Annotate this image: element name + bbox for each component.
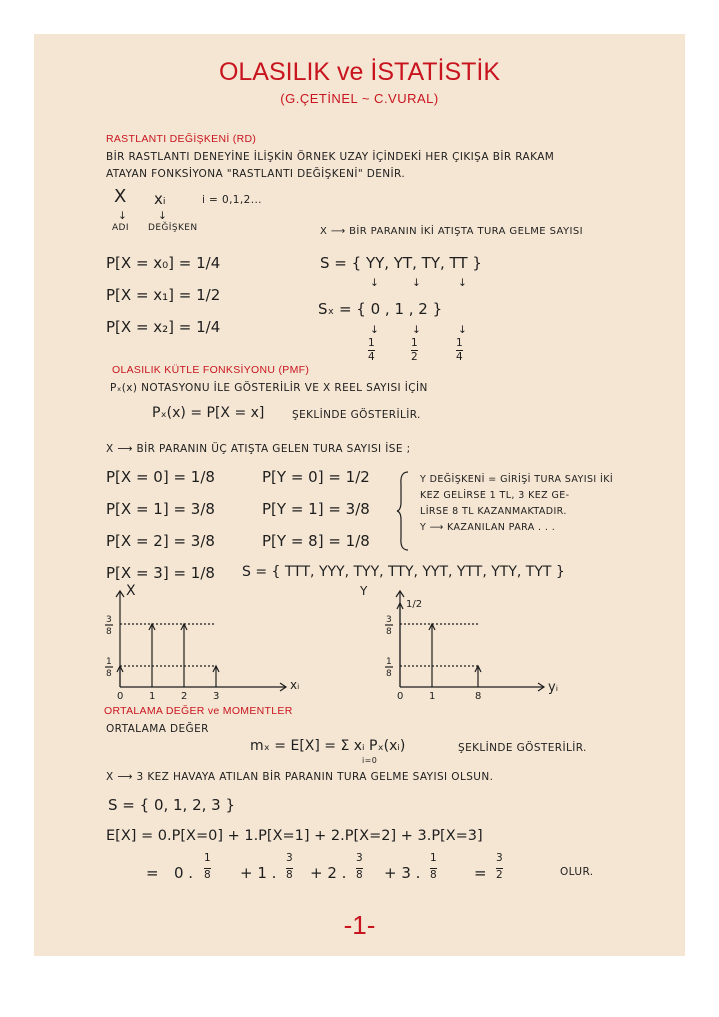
term-numerator: 1 <box>204 852 212 864</box>
arrow-down-icon: ↓ <box>158 210 168 222</box>
sample-space-3: S = { TTT, YYY, TYY, TTY, YYT, YTT, YTY, TYT } <box>242 564 565 580</box>
moments-line1: ORTALAMA DEĞER <box>106 723 209 735</box>
note-line4: Y ⟶ KAZANILAN PARA . . . <box>420 522 556 533</box>
olur-text: OLUR. <box>560 866 594 878</box>
prob-x0: P[X = x₀] = 1/4 <box>106 254 221 272</box>
moments-line2: X ⟶ 3 KEZ HAVAYA ATILAN BİR PARANIN TURA GELME SAYISI OLSUN. <box>106 771 494 783</box>
section-heading-moments: ORTALAMA DEĞER ve MOMENTLER <box>104 705 293 717</box>
term-denominator: 8 <box>286 869 294 881</box>
x-tick-label: 3 <box>213 691 220 702</box>
term-prefix: + 2 . <box>310 864 347 882</box>
frac-den: 4 <box>368 351 376 363</box>
mean-formula-tail: ŞEKLİNDE GÖSTERİLİR. <box>458 742 587 754</box>
chart-y-axis-label: X <box>126 583 136 599</box>
x-tick-label: 0 <box>117 691 124 702</box>
x-tick-label: 2 <box>181 691 188 702</box>
term-prefix: + 1 . <box>240 864 277 882</box>
y-tick-den: 8 <box>386 669 392 679</box>
term-denominator: 8 <box>204 869 212 881</box>
rd-example: X ⟶ BİR PARANIN İKİ ATIŞTA TURA GELME SAYISI <box>320 226 583 237</box>
rd-x: X <box>114 186 127 207</box>
sum-limit: i=0 <box>362 756 378 765</box>
pmf-chart-y <box>352 584 582 702</box>
pmf-formula: Pₓ(x) = P[X = x] <box>152 405 265 421</box>
y-tick-den: 8 <box>386 627 392 637</box>
chart-x-axis-label: xᵢ <box>290 678 300 692</box>
rd-adi: ADI <box>112 223 129 233</box>
term-denominator: 8 <box>356 869 364 881</box>
rd-definition-line2: ATAYAN FONKSİYONA "RASTLANTI DEĞİŞKENİ" DENİR. <box>106 168 406 180</box>
pmf-line2-tail: ŞEKLİNDE GÖSTERİLİR. <box>292 409 421 421</box>
term-numerator: 3 <box>286 852 294 864</box>
prob-x2: P[X = x₂] = 1/4 <box>106 318 221 336</box>
rd-index: i = 0,1,2... <box>202 194 262 206</box>
x-tick-label: 8 <box>475 691 482 702</box>
pmf-line3: X ⟶ BİR PARANIN ÜÇ ATIŞTA GELEN TURA SAYISI İSE ; <box>106 443 411 455</box>
frac-num: 1 <box>456 337 464 349</box>
rd-degisken: DEĞİŞKEN <box>148 223 198 233</box>
px-2: P[X = 2] = 3/8 <box>106 532 215 550</box>
y-tick-num: 1 <box>386 657 392 667</box>
rd-sx: Sₓ = { 0 , 1 , 2 } <box>318 300 443 318</box>
term-denominator: 8 <box>430 869 438 881</box>
section-heading-rd: RASTLANTI DEĞİŞKENİ (RD) <box>106 133 257 145</box>
arrow-down-icon: ↓ <box>370 277 380 289</box>
equals-sign: = <box>146 864 159 882</box>
frac-num: 1 <box>411 337 419 349</box>
pmf-line1: Pₓ(x) NOTASYONU İLE GÖSTERİLİR VE X REEL SAYISI İÇİN <box>110 382 428 394</box>
y-tick-num: 1 <box>106 657 112 667</box>
px-1: P[X = 1] = 3/8 <box>106 500 215 518</box>
sample-space: S = { YY, YT, TY, TT } <box>320 254 482 272</box>
term-denominator: 2 <box>496 869 504 881</box>
frac-num: 1 <box>368 337 376 349</box>
note-line3: LİRSE 8 TL KAZANMAKTADIR. <box>420 506 567 517</box>
arrow-down-icon: ↓ <box>458 277 468 289</box>
note-line2: KEZ GELİRSE 1 TL, 3 KEZ GE- <box>420 490 570 501</box>
y-tick-num: 3 <box>386 615 392 625</box>
y-tick-num: 3 <box>106 615 112 625</box>
arrow-down-icon: ↓ <box>412 324 422 336</box>
frac-den: 4 <box>456 351 464 363</box>
chart-y-axis-label: Y <box>360 584 368 598</box>
moments-sample-space: S = { 0, 1, 2, 3 } <box>108 796 236 814</box>
chart-x-axis-label: yᵢ <box>548 680 559 695</box>
px-0: P[X = 0] = 1/8 <box>106 468 215 486</box>
term-numerator: 1 <box>430 852 438 864</box>
term-prefix: = <box>474 864 487 882</box>
curly-brace <box>396 470 410 552</box>
term-numerator: 3 <box>496 852 504 864</box>
px-3: P[X = 3] = 1/8 <box>106 564 215 582</box>
term-prefix: 0 . <box>174 864 194 882</box>
x-tick-label: 1 <box>149 691 156 702</box>
y-tick-den: 8 <box>106 669 112 679</box>
mean-formula: mₓ = E[X] = Σ xᵢ Pₓ(xᵢ) <box>250 738 406 754</box>
x-tick-label: 0 <box>397 691 404 702</box>
note-line1: Y DEĞİŞKENİ = GİRİŞİ TURA SAYISI İKİ <box>420 474 614 485</box>
prob-x1: P[X = x₁] = 1/2 <box>106 286 221 304</box>
arrow-down-icon: ↓ <box>412 277 422 289</box>
page-title: OLASILIK ve İSTATİSTİK <box>218 58 501 86</box>
authors: (G.ÇETİNEL ~ C.VURAL) <box>280 91 439 106</box>
arrow-down-icon: ↓ <box>458 324 468 336</box>
rd-xi: xᵢ <box>154 190 166 208</box>
frac-den: 2 <box>411 351 419 363</box>
section-heading-pmf: OLASILIK KÜTLE FONKSİYONU (PMF) <box>112 364 310 376</box>
y-tick-den: 8 <box>106 627 112 637</box>
arrow-down-icon: ↓ <box>370 324 380 336</box>
page-number: -1- <box>343 910 376 940</box>
rd-definition-line1: BİR RASTLANTI DENEYİNE İLİŞKİN ÖRNEK UZAY İÇİNDEKİ HER ÇIKIŞA BİR RAKAM <box>106 151 555 163</box>
x-tick-label: 1 <box>429 691 436 702</box>
py-8: P[Y = 8] = 1/8 <box>262 532 370 550</box>
term-numerator: 3 <box>356 852 364 864</box>
pmf-chart-x <box>104 583 304 702</box>
expectation-expansion: E[X] = 0.P[X=0] + 1.P[X=1] + 2.P[X=2] + 3.P[X=3] <box>106 828 483 844</box>
term-prefix: + 3 . <box>384 864 421 882</box>
arrow-down-icon: ↓ <box>118 210 128 222</box>
y-tick-label: 1/2 <box>406 599 423 610</box>
py-0: P[Y = 0] = 1/2 <box>262 468 370 486</box>
document-page <box>34 34 685 956</box>
py-1: P[Y = 1] = 3/8 <box>262 500 370 518</box>
